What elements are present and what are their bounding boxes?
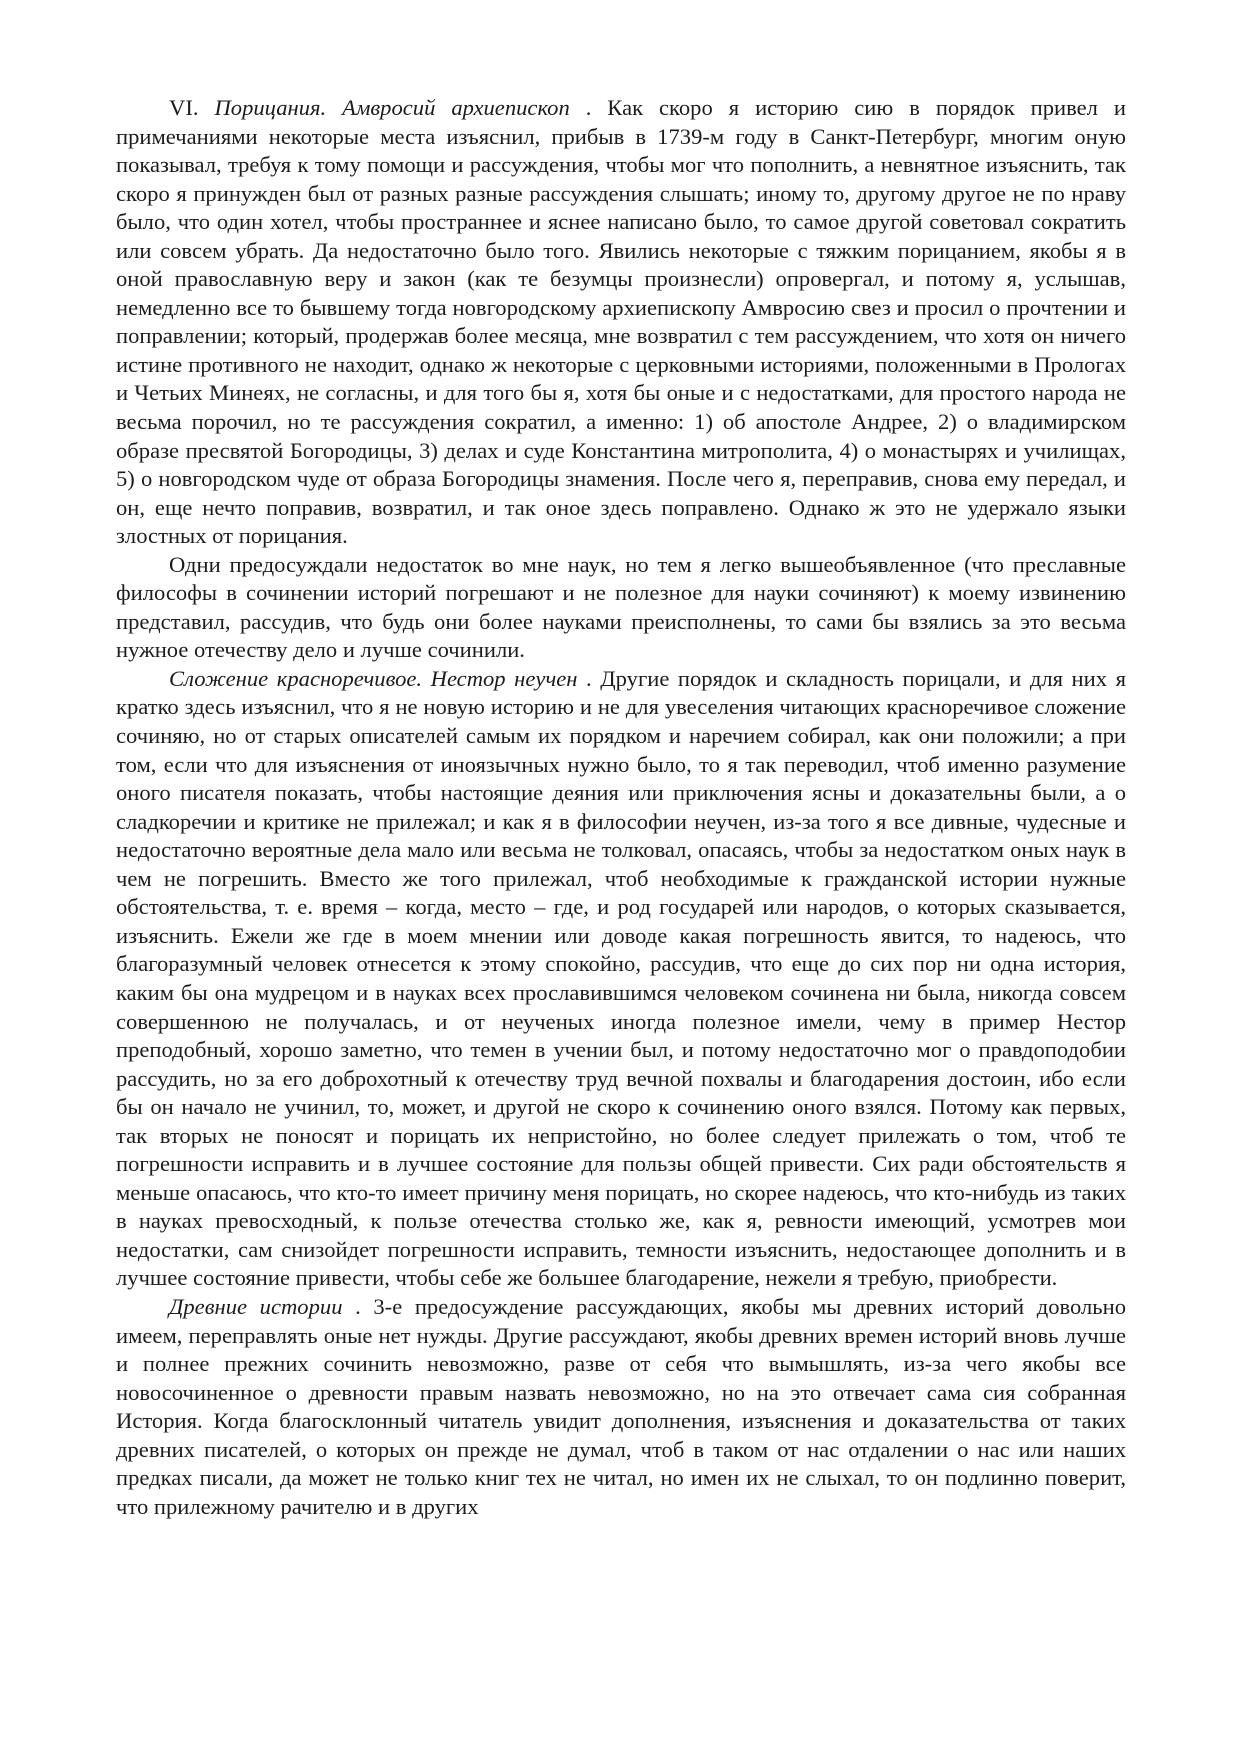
paragraph-text: . Другие порядок и складность порицали, и для них я кратко здесь изъяснил, что я не новую историю и не для увеселения читающих красноречивое сложение сочиняю, но от старых описателей самым их порядком и наречием собирал, как они положили; а при том, если что для изъяснения от иноязычных нужно было, то я так переводил, чтоб именно разумение оного писателя показать, чтобы настоящие деяния или приключения ясны и доказательны были, а о сладкоречии и критике не прилежал; и как я в философии неучен, из-за того я все дивные, чудесные и недостаточно вероятные дела мало или весьма не толковал, опасаясь, чтобы за недостатком оных наук в чем не погрешить. Вместо же того прилежал, чтоб необходимые к гражданской истории нужные обстоятельства, т. е. время – когда, место – где, и род государей или народов, о которых сказывается, изъяснить. Ежели же где в моем мнении или доводе какая погрешность явится, то надеюсь, что благоразумный человек отнесется к этому спокойно, рассудив, что еще до сих пор ни одна история, каким бы она мудрецом и в науках всех прославившимся человеком сочинена ни была, никогда совсем совершенною не получалась, и от неученых иногда полезное имели, чему в пример Нестор преподобный, хорошо заметно, что темен в учении был, и потому недостаточно мог о правдоподобии рассудить, но за его доброхотный к отечеству труд вечной похвалы и благодарения достоин, ибо если бы он начало не учинил, то, может, и другой не скоро к сочинению оного взялся. Потому как первых, так вторых не поносят и порицать их непристойно, но более следует прилежать о том, чтоб те погрешности исправить и в лучшее состояние для пользы общей привести. Сих ради обстоятельств я меньше опасаюсь, что кто-то имеет причину меня порицать, но скорее надеюсь, что кто-нибудь из таких в науках превосходный, к пользе отечества столько же, как я, ревности имеющий, усмотрев мои недостатки, сам снизойдет погрешности исправить, темности изъяснить, недостающее дополнить и в лучшее состояние привести, чтобы себе же большее благодарение, нежели я требую, приобрести. [116, 665, 1126, 1291]
paragraph-text: . Как скоро я историю сию в порядок привел и примечаниями некоторые места изъяснил, прибыв в 1739-м году в Санкт-Петербург, многим оную показывал, требуя к тому помощи и рассуждения, чтобы мог что пополнить, а невнятное изъяснить, так скоро я принужден был от разных разные рассуждения слышать; иному то, другому другое не по нраву было, что один хотел, чтобы пространнее и яснее написано было, то самое другой советовал сократить или совсем убрать. Да недостаточно было того. Явились некоторые с тяжким порицанием, якобы я в оной православную веру и закон (как те безумцы произнесли) опровергал, и потому я, услышав, немедленно все то бывшему тогда новгородскому архиепископу Амвросию свез и просил о прочтении и поправлении; который, продержав более месяца, мне возвратил с тем рассуждением, что хотя он ничего истине противного не находит, однако ж некоторые с церковными историями, положенными в Прологах и Четьих Минеях, не согласны, и для того бы я, хотя бы оные и с недостатками, для простого народа не весьма порочил, но те рассуждения сократил, а именно: 1) об апостоле Андрее, 2) о владимирском образе пресвятой Богородицы, 3) делах и суде Константина митрополита, 4) о монастырях и училищах, 5) о новгородском чуде от образа Богородицы знамения. После чего я, переправив, снова ему передал, и он, еще нечто поправив, возвратил, и так оное здесь поправлено. Однако ж это не удержало языки злостных от порицания. [116, 95, 1126, 549]
paragraph-text: . 3-е предосуждение рассуждающих, якобы мы древних историй довольно имеем, переправлять оные нет нужды. Другие рассуждают, якобы древних времен историй вновь лучше и полнее прежних сочинить невозможно, разве от себя что вымышлять, из-за чего якобы все новосочиненное о древности правым назвать невозможно, но на это отвечает сама сия собранная История. Когда благосклонный читатель увидит дополнения, изъяснения и доказательства от таких древних писателей, о которых он прежде не думал, чтоб в таком от нас отдалении о нас или наших предках писали, да может не только книг тех не читал, но имен их не слыхал, то он подлинно поверит, что прилежному рачителю и в других [116, 1293, 1126, 1519]
section-heading: Древние истории [169, 1293, 343, 1319]
document-page [116, 94, 1126, 1521]
section-heading: Порицания. Амвросий архиепископ [214, 95, 570, 120]
section-heading: Сложение красноречивое. Нестор неучен [169, 665, 578, 691]
paragraph-lack-of-science [116, 551, 1126, 665]
paragraph-eloquent-style [116, 665, 1126, 1293]
section-number: VI. [169, 95, 215, 120]
paragraph-text: Одни предосуждали недостаток во мне наук, но тем я легко вышеобъявленное (что преславные философы в сочинении историй погрешают и не полезное для науки сочиняют) к моему извинению представил, рассудив, что будь они более науками преисполнены, то сами бы взялись за это весьма нужное отечеству дело и лучше сочинили. [116, 551, 1126, 663]
paragraph-reprimands [116, 94, 1126, 551]
paragraph-ancient-histories [116, 1293, 1126, 1521]
